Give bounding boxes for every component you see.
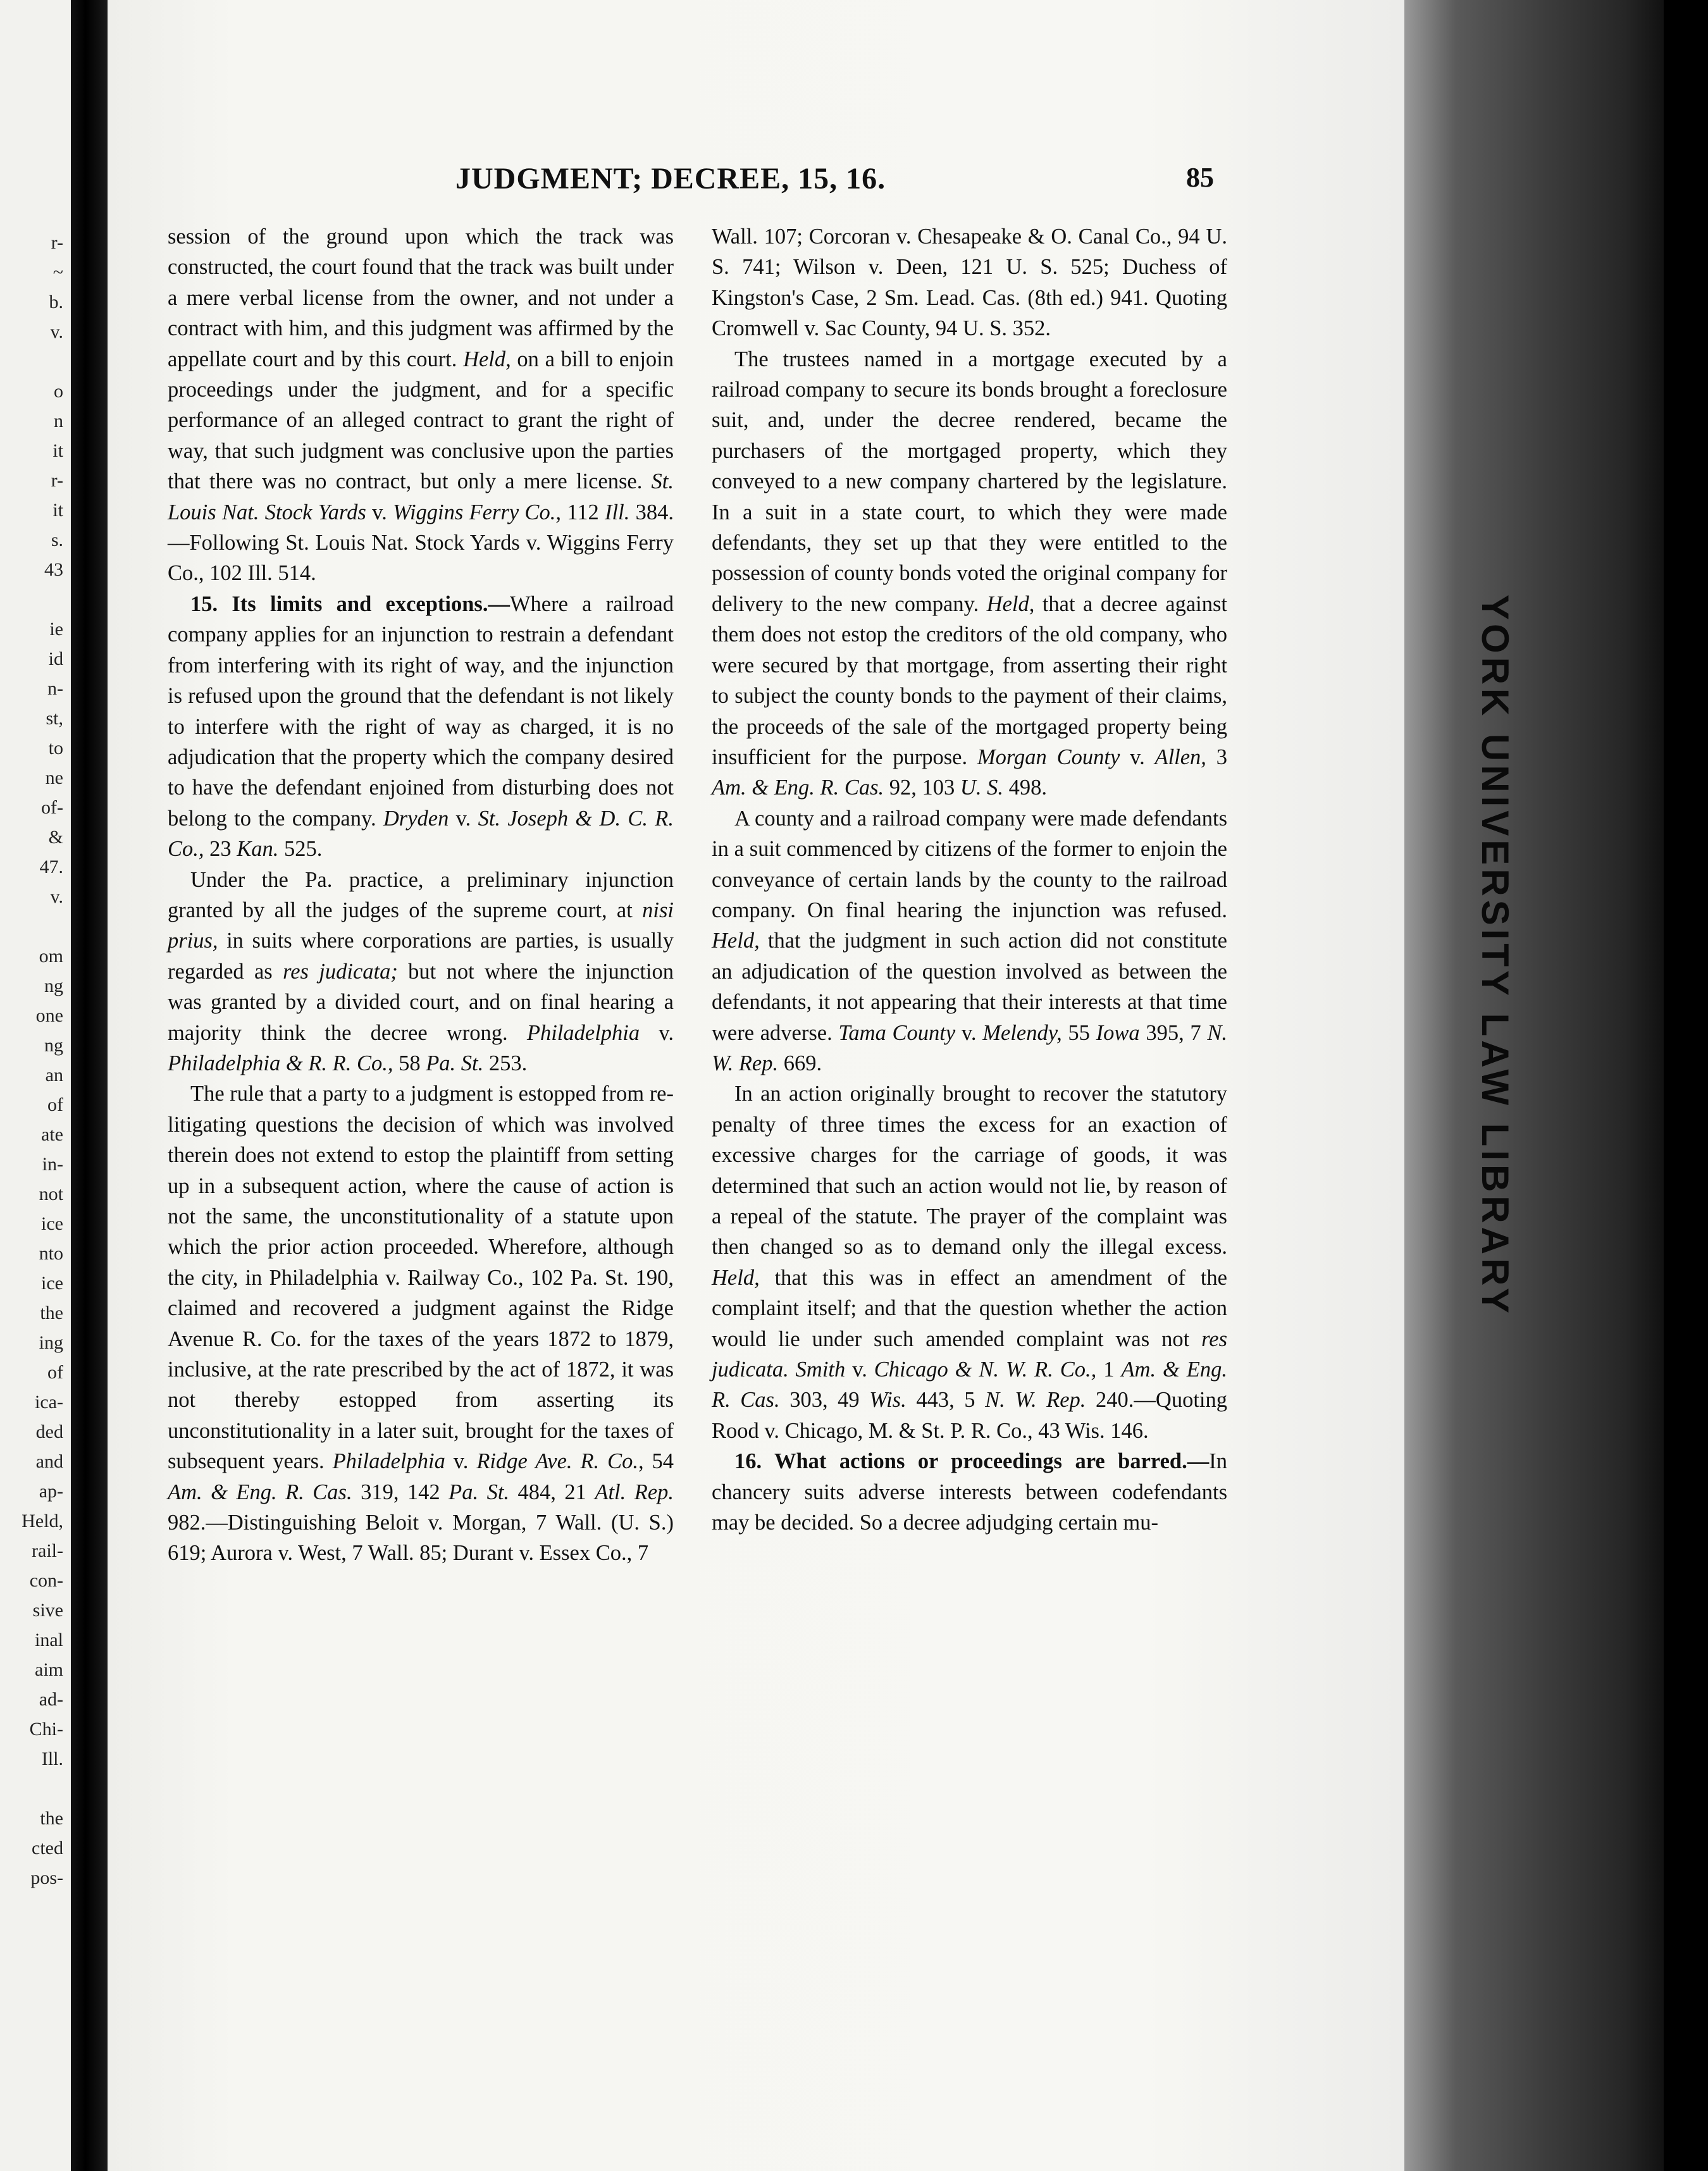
- facing-page-fragment: ne: [45, 767, 63, 788]
- facing-page-fragment: ica-: [35, 1392, 63, 1413]
- section-15: 15. Its limits and exceptions.—Where a railroad company applies for an injunction to restrain a defendant from interfering with its right of way, and the injunction is refused upon the ground that the defendant is not likely to interfere with the right of way as charged, it is no adjudication that the property which the company desired to have the defendant enjoined from disturbing does not belong to the company. Dryden v. St. Joseph & D. C. R. Co., 23 Kan. 525.: [168, 591, 674, 862]
- facing-page-fragment: 47.: [39, 857, 63, 877]
- facing-page-fragment: [0, 584, 63, 614]
- paragraph: The rule that a party to a judgment is estopped from re-litigating questions the decision of which was involved therein does not extend to estop the plaintiff from setting up in a subsequent action, where the cause of action is not the same, the unconstitutionality of a statute upon which the prior action proceeded. Wherefore, although the city, in Philadelphia v. Railway Co., 102 Pa. St. 190, claimed and recovered a judgment against the Ridge Avenue R. Co. for the taxes of the years 1872 to 1879, inclusive, at the rate prescribed by the act of 1872, it was not thereby estopped from asserting its unconstitutionality in a later suit, brought for the taxes of subsequent years. Philadelphia v. Ridge Ave. R. Co., 54 Am. & Eng. R. Cas. 319, 142 Pa. St. 484, 21 Atl. Rep. 982.—Distinguishing Beloit v. Morgan, 7 Wall. (U. S.) 619; Aurora v. West, 7 Wall. 85; Durant v. Essex Co., 7: [168, 1082, 674, 1566]
- facing-page-fragment: the: [40, 1808, 63, 1829]
- facing-page-fragment: b.: [49, 292, 63, 312]
- book-binding-edge: [1404, 0, 1664, 2171]
- facing-page-fragment: ~: [53, 262, 63, 283]
- facing-page-fragment: v.: [50, 886, 63, 907]
- facing-page-fragment: ate: [41, 1124, 63, 1145]
- paragraph: Under the Pa. practice, a preliminary injunction granted by all the judges of the supreme court, at nisi prius, in suits where corporations are parties, is usually regarded as res judicata; but not where the injunction was granted by a divided court, and on final hearing a majority think the decree wrong. Philadelphia v. Philadelphia & R. R. Co., 58 Pa. St. 253.: [168, 867, 674, 1075]
- facing-page-fragment: of-: [41, 797, 63, 818]
- facing-page-fragment: st,: [46, 708, 63, 729]
- facing-page-fragment: rail-: [32, 1540, 63, 1561]
- library-stamp: YORK UNIVERSITY LAW LIBRARY: [1474, 595, 1516, 1318]
- paragraph: Wall. 107; Corcoran v. Chesapeake & O. Canal Co., 94 U. S. 741; Wilson v. Deen, 121 U. S. 525; Duchess of Kingston's Case, 2 Sm. Lead. Cas. (8th ed.) 941. Quoting Cromwell v. Sac County, 94 U. S. 352.: [712, 225, 1227, 341]
- facing-page-fragment: ing: [39, 1332, 63, 1353]
- facing-page-fragment: and: [35, 1451, 63, 1472]
- facing-page-fragment: ad-: [39, 1689, 63, 1710]
- facing-page-fragment: ap-: [39, 1481, 63, 1502]
- facing-page-fragment: the: [40, 1302, 63, 1323]
- facing-page-text: [0, 228, 63, 1893]
- section-16: 16. What actions or proceedings are barred.—In chancery suits adverse interests between codefendants may be decided. So a decree adjudging certain mu-: [712, 1449, 1227, 1535]
- page-number: 85: [1186, 162, 1214, 193]
- facing-page-fragment: id: [48, 648, 63, 669]
- facing-page-fragment: not: [39, 1184, 63, 1204]
- facing-page-fragment: con-: [29, 1570, 63, 1591]
- facing-page-fragment: ice: [41, 1213, 63, 1234]
- facing-page-fragment: Held,: [22, 1511, 63, 1531]
- facing-page-fragment: n: [54, 411, 63, 431]
- paragraph: The trustees named in a mortgage executed by a railroad company to secure its bonds brought a foreclosure suit, and, under the decree rendered, became the purchasers of the mortgaged property, which they conveyed to a new company chartered by the legislature. In a suit in a state court, to which they were made defendants, they set up that they were entitled to the possession of county bonds voted the original company for delivery to the new company. Held, that a decree against them does not estop the creditors of the old company, who were secured by that mortgage, from asserting their right to subject the county bonds to the payment of their claims, the proceeds of the sale of the mortgaged property being insufficient for the purpose. Morgan County v. Allen, 3 Am. & Eng. R. Cas. 92, 103 U. S. 498.: [712, 347, 1227, 800]
- facing-page-fragment: pos-: [30, 1867, 63, 1888]
- facing-page-fragment: [0, 347, 63, 376]
- paragraph: A county and a railroad company were made defendants in a suit commenced by citizens of the former to enjoin the conveyance of certain lands by the county to the railroad company. On final hearing the injunction was refused. Held, that the judgment in such action did not constitute an adjudication of the question involved as between the defendants, it not appearing that their interests at that time were adverse. Tama County v. Melendy, 55 Iowa 395, 7 N. W. Rep. 669.: [712, 806, 1228, 1075]
- paragraph: session of the ground upon which the track was constructed, the court found that the track was built under a mere verbal license from the owner, and not under a contract with him, and this judgment was affirmed by the appellate court and by this court. Held, on a bill to enjoin proceedings under the judgment, and for a specific performance of an alleged contract to grant the right of way, that such judgment was conclusive upon the parties that there was no contract, but only a mere license. St. Louis Nat. Stock Yards v. Wiggins Ferry Co., 112 Ill. 384.—Following St. Louis Nat. Stock Yards v. Wiggins Ferry Co., 102 Ill. 514.: [168, 225, 674, 586]
- facing-page-fragment: ice: [41, 1273, 63, 1294]
- facing-page-fragment: it: [53, 440, 63, 461]
- facing-page-fragment: o: [54, 381, 63, 402]
- facing-page-fragment: 43: [44, 559, 63, 580]
- running-head: JUDGMENT; DECREE, 15, 16.: [455, 162, 886, 195]
- facing-page-fragment: sive: [32, 1600, 63, 1621]
- facing-page-fragment: r-: [51, 232, 63, 253]
- section-heading: 15. Its limits and exceptions.—: [190, 591, 510, 616]
- facing-page-fragment: n-: [47, 678, 63, 699]
- right-column: [712, 221, 1227, 1538]
- scan-border: [1664, 0, 1708, 2171]
- facing-page-fragment: [0, 1774, 63, 1803]
- facing-page-fragment: &: [48, 827, 63, 848]
- facing-page-fragment: it: [53, 500, 63, 521]
- facing-page-fragment: cted: [32, 1838, 63, 1859]
- facing-page-fragment: Ill.: [41, 1748, 63, 1769]
- facing-page-fragment: r-: [51, 470, 63, 491]
- facing-page-fragment: one: [35, 1005, 63, 1026]
- facing-page-fragment: in-: [42, 1154, 63, 1175]
- facing-page-fragment: of: [47, 1362, 63, 1383]
- facing-page-fragment: aim: [35, 1659, 63, 1680]
- facing-page-fragment: inal: [35, 1630, 63, 1650]
- facing-page-edge: [0, 0, 71, 2171]
- facing-page-fragment: ded: [35, 1421, 63, 1442]
- facing-page-fragment: of: [47, 1094, 63, 1115]
- facing-page-fragment: ng: [44, 1035, 63, 1056]
- facing-page-fragment: ng: [44, 975, 63, 996]
- facing-page-fragment: v.: [50, 321, 63, 342]
- left-column: [168, 221, 674, 1569]
- facing-page-fragment: Chi-: [29, 1719, 63, 1740]
- section-heading: 16. What actions or proceedings are barred.—: [734, 1449, 1210, 1474]
- facing-page-fragment: ie: [49, 619, 63, 640]
- facing-page-fragment: an: [45, 1065, 63, 1086]
- facing-page-fragment: nto: [39, 1243, 63, 1264]
- facing-page-fragment: [0, 912, 63, 941]
- facing-page-fragment: s.: [51, 529, 63, 550]
- paragraph: In an action originally brought to recover the statutory penalty of three times the excess for an exaction of excessive charges for the carriage of goods, it was determined that such an action would not lie, by reason of a repeal of the statute. The prayer of the complaint was then changed so as to demand only the illegal excess. Held, that this was in effect an amendment of the complaint itself; and that the question whether the action would lie under such amended complaint was not res judicata. Smith v. Chicago & N. W. R. Co., 1 Am. & Eng. R. Cas. 303, 49 Wis. 443, 5 N. W. Rep. 240.—Quoting Rood v. Chicago, M. & St. P. R. Co., 43 Wis. 146.: [712, 1082, 1228, 1443]
- facing-page-fragment: to: [48, 738, 63, 758]
- facing-page-fragment: om: [39, 946, 63, 967]
- book-gutter: [71, 0, 108, 2171]
